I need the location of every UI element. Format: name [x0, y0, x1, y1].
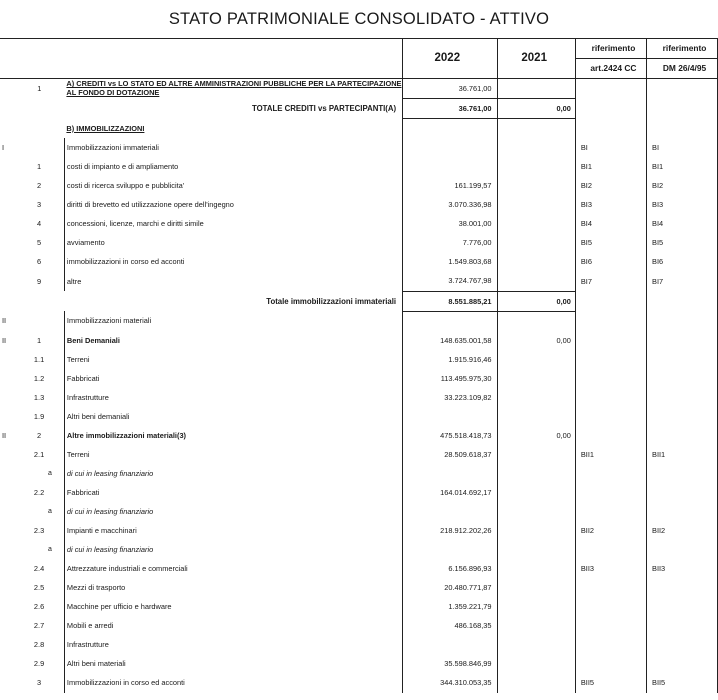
table-row: 4 concessioni, licenze, marchi e diritti simile 38.001,00 BI4 BI4	[0, 214, 718, 233]
table-row: 1 costi di impianto e di ampliamento BI1 BI1	[0, 157, 718, 176]
section-a-label: A) CREDITI vs LO STATO ED ALTRE AMMINISTRAZIONI PUBBLICHE PER LA PARTECIPAZIONE AL FONDO DI DOTAZIONE	[66, 79, 402, 97]
table-header-row	[0, 39, 718, 59]
table-row: 2.1 Terreni 28.509.618,37 BII1 BII1	[0, 445, 718, 464]
table-row: a di cui in leasing finanziario	[0, 540, 718, 559]
table-row: 6 immobilizzazioni in corso ed acconti 1.549.803,68 BI6 BI6	[0, 252, 718, 271]
table-row: 9 altre 3.724.767,98 BI7 BI7	[0, 271, 718, 291]
table-row: 2.4 Attrezzature industriali e commerciali 6.156.896,93 BII3 BII3	[0, 559, 718, 578]
table-row: 1.3 Infrastrutture 33.223.109,82	[0, 388, 718, 407]
table-row: II 2 Altre immobilizzazioni materiali(3) 475.518.418,73 0,00	[0, 426, 718, 445]
header-year-current: 2022	[403, 39, 497, 79]
page-title: STATO PATRIMONIALE CONSOLIDATO - ATTIVO	[168, 10, 550, 28]
table-row: 1.2 Fabbricati 113.495.975,30	[0, 369, 718, 388]
header-year-previous: 2021	[497, 39, 575, 79]
header-ref1-line2: art.2424 CC	[575, 59, 646, 79]
table-row: 2.9 Altri beni materiali 35.598.846,99	[0, 654, 718, 673]
balance-sheet-table	[0, 38, 718, 693]
table-row: a di cui in leasing finanziario	[0, 502, 718, 521]
table-row: 3 Immobilizzazioni in corso ed acconti 344.310.053,35 BII5 BII5	[0, 673, 718, 692]
table-row: a di cui in leasing finanziario	[0, 464, 718, 483]
table-row: I Immobilizzazioni immateriali BI BI	[0, 138, 718, 157]
table-row: 2.2 Fabbricati 164.014.692,17	[0, 483, 718, 502]
table-row: 2.5 Mezzi di trasporto 20.480.771,87	[0, 578, 718, 597]
header-ref2-line2: DM 26/4/95	[647, 59, 718, 79]
table-row: 3 diritti di brevetto ed utilizzazione opere dell'ingegno 3.070.336,98 BI3 BI3	[0, 195, 718, 214]
table-row: 1.1 Terreni 1.915.916,46	[0, 350, 718, 369]
section-b-label: B) IMMOBILIZZAZIONI	[66, 123, 145, 133]
table-row: 2 costi di ricerca sviluppo e pubblicita' 161.199,57 BI2 BI2	[0, 176, 718, 195]
table-row: 2.7 Mobili e arredi 486.168,35	[0, 616, 718, 635]
table-row: 2.6 Macchine per ufficio e hardware 1.359.221,79	[0, 597, 718, 616]
table-row: 1 A) CREDITI vs LO STATO ED ALTRE AMMINISTRAZIONI PUBBLICHE PER LA PARTECIPAZIONE AL FONDO DI DOTAZIONE 36.761,00	[0, 79, 718, 99]
table-row: II Immobilizzazioni materiali	[0, 311, 718, 331]
table-row: 1.9 Altri beni demaniali	[0, 407, 718, 426]
table-row: II 1 Beni Demaniali 148.635.001,58 0,00	[0, 331, 718, 350]
header-ref2-line1: riferimento	[647, 39, 718, 59]
total-row: Totale immobilizzazioni immateriali 8.551.885,21 0,00	[0, 291, 718, 311]
table-row	[0, 119, 718, 139]
header-ref1-line1: riferimento	[575, 39, 646, 59]
table-row: 2.3 Impianti e macchinari 218.912.202,26 BII2 BII2	[0, 521, 718, 540]
table-row: 5 avviamento 7.776,00 BI5 BI5	[0, 233, 718, 252]
total-row: TOTALE CREDITI vs PARTECIPANTI(A) 36.761,00 0,00	[0, 99, 718, 119]
table-row: 2.8 Infrastrutture	[0, 635, 718, 654]
